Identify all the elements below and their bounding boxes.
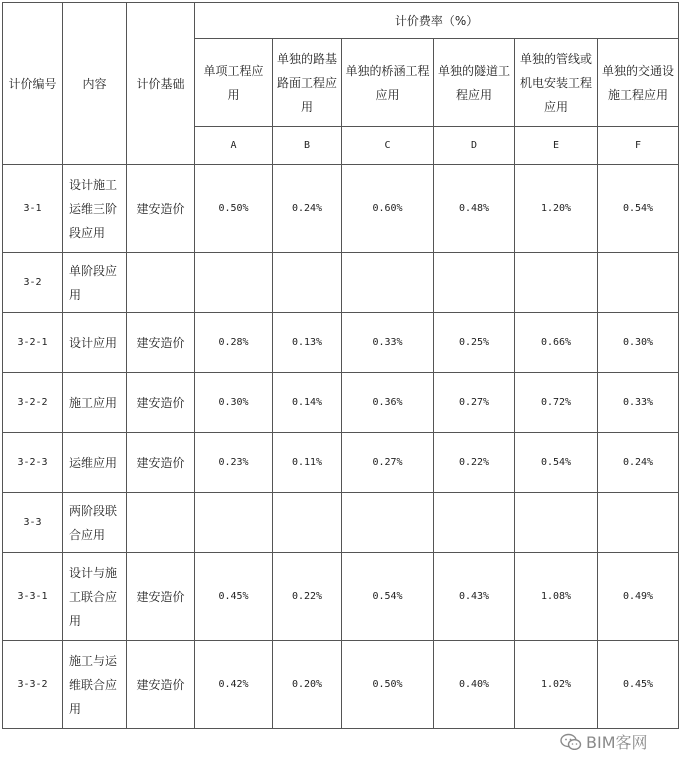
row-code: 3-3	[3, 493, 63, 553]
rate-cell-a: 0.30%	[195, 373, 273, 433]
rate-cell-c	[342, 493, 434, 553]
table-row	[3, 313, 679, 373]
row-code: 3-1	[3, 165, 63, 253]
table-row	[3, 493, 679, 553]
rate-cell-b: 0.24%	[273, 165, 342, 253]
row-content: 设计与施工联合应用	[63, 553, 127, 641]
rate-cell-a: 0.23%	[195, 433, 273, 493]
rate-cell-b: 0.20%	[273, 641, 342, 729]
cropped-text-line	[4, 761, 324, 769]
row-code: 3-2-2	[3, 373, 63, 433]
rate-cell-d: 0.43%	[434, 553, 515, 641]
rate-cell-e: 0.72%	[515, 373, 598, 433]
table-body	[3, 3, 679, 729]
row-code: 3-2	[3, 253, 63, 313]
rate-cell-b	[273, 493, 342, 553]
table-row	[3, 165, 679, 253]
rate-cell-d: 0.27%	[434, 373, 515, 433]
rate-cell-d	[434, 493, 515, 553]
rate-cell-b: 0.22%	[273, 553, 342, 641]
rate-cell-f: 0.33%	[598, 373, 679, 433]
header-content: 内容	[63, 3, 127, 165]
rate-cell-d: 0.40%	[434, 641, 515, 729]
rate-cell-a	[195, 493, 273, 553]
table-row	[3, 641, 679, 729]
table-row	[3, 553, 679, 641]
rate-cell-e: 0.66%	[515, 313, 598, 373]
rate-cell-b	[273, 253, 342, 313]
rate-cell-f: 0.30%	[598, 313, 679, 373]
row-basis: 建安造价	[127, 313, 195, 373]
row-content: 设计施工运维三阶段应用	[63, 165, 127, 253]
header-letter-f: F	[598, 127, 679, 165]
rate-cell-c: 0.36%	[342, 373, 434, 433]
row-basis: 建安造价	[127, 433, 195, 493]
rate-cell-d	[434, 253, 515, 313]
rate-cell-f	[598, 493, 679, 553]
rate-cell-f: 0.24%	[598, 433, 679, 493]
table-row	[3, 253, 679, 313]
rate-cell-a: 0.42%	[195, 641, 273, 729]
rate-cell-f: 0.45%	[598, 641, 679, 729]
rate-cell-c: 0.54%	[342, 553, 434, 641]
rate-cell-a: 0.50%	[195, 165, 273, 253]
rate-cell-a: 0.28%	[195, 313, 273, 373]
row-code: 3-2-3	[3, 433, 63, 493]
rate-cell-b: 0.14%	[273, 373, 342, 433]
row-content: 运维应用	[63, 433, 127, 493]
rate-cell-d: 0.25%	[434, 313, 515, 373]
watermark	[560, 730, 648, 753]
wechat-icon	[560, 733, 582, 751]
rate-cell-d: 0.48%	[434, 165, 515, 253]
rate-cell-c: 0.60%	[342, 165, 434, 253]
table-row	[3, 433, 679, 493]
header-rate-group: 计价费率（%）	[195, 3, 679, 39]
rate-cell-f: 0.49%	[598, 553, 679, 641]
rate-cell-e: 1.20%	[515, 165, 598, 253]
rate-cell-e	[515, 493, 598, 553]
rate-cell-c	[342, 253, 434, 313]
header-letter-b: B	[273, 127, 342, 165]
table-row	[3, 373, 679, 433]
row-content: 两阶段联合应用	[63, 493, 127, 553]
row-basis: 建安造价	[127, 553, 195, 641]
row-content: 施工应用	[63, 373, 127, 433]
watermark-text: BIM客网	[586, 733, 648, 752]
header-letter-a: A	[195, 127, 273, 165]
header-col-e: 单独的管线或机电安装工程应用	[515, 39, 598, 127]
row-content: 设计应用	[63, 313, 127, 373]
row-basis: 建安造价	[127, 165, 195, 253]
header-col-b: 单独的路基路面工程应用	[273, 39, 342, 127]
rate-cell-e	[515, 253, 598, 313]
header-basis: 计价基础	[127, 3, 195, 165]
row-code: 3-2-1	[3, 313, 63, 373]
header-col-c: 单独的桥涵工程应用	[342, 39, 434, 127]
rate-cell-f	[598, 253, 679, 313]
rate-cell-a: 0.45%	[195, 553, 273, 641]
header-col-a: 单项工程应用	[195, 39, 273, 127]
row-basis: 建安造价	[127, 373, 195, 433]
rate-cell-c: 0.27%	[342, 433, 434, 493]
row-content: 施工与运维联合应用	[63, 641, 127, 729]
rate-cell-b: 0.13%	[273, 313, 342, 373]
header-code: 计价编号	[3, 3, 63, 165]
rate-cell-e: 1.08%	[515, 553, 598, 641]
rate-cell-b: 0.11%	[273, 433, 342, 493]
row-content: 单阶段应用	[63, 253, 127, 313]
row-code: 3-3-1	[3, 553, 63, 641]
header-letter-d: D	[434, 127, 515, 165]
header-col-f: 单独的交通设施工程应用	[598, 39, 679, 127]
rate-cell-f: 0.54%	[598, 165, 679, 253]
rate-cell-e: 1.02%	[515, 641, 598, 729]
row-code: 3-3-2	[3, 641, 63, 729]
header-letter-e: E	[515, 127, 598, 165]
row-basis	[127, 493, 195, 553]
header-letter-c: C	[342, 127, 434, 165]
rate-cell-c: 0.50%	[342, 641, 434, 729]
row-basis	[127, 253, 195, 313]
rate-cell-a	[195, 253, 273, 313]
header-col-d: 单独的隧道工程应用	[434, 39, 515, 127]
rate-cell-d: 0.22%	[434, 433, 515, 493]
fee-rate-table	[2, 2, 679, 729]
row-basis: 建安造价	[127, 641, 195, 729]
rate-cell-e: 0.54%	[515, 433, 598, 493]
rate-cell-c: 0.33%	[342, 313, 434, 373]
